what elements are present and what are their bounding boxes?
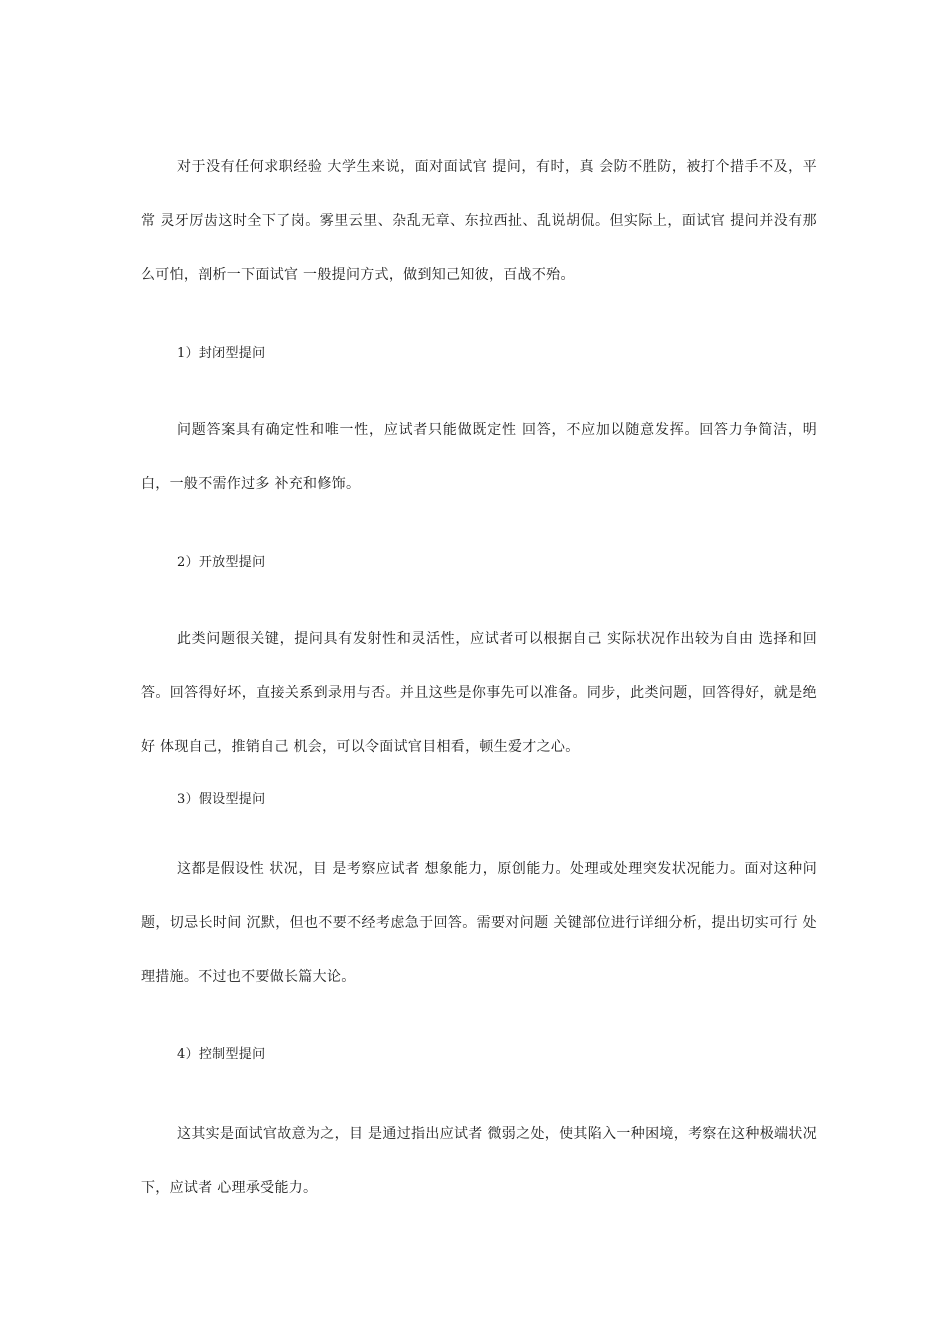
open-question-paragraph: 此类问题很关键，提问具有发射性和灵活性，应试者可以根据自己 实际状况作出较为自由 选择和回答。回答得好坏，直接关系到录用与否。并且这些是你事先可以准备。同步，此类问题，回答得好，就是绝好 体现自己，推销自己 机会，可以令面试官目相看，顿生爱才之心。 [141,631,817,755]
heading-hypothetical-question: 3）假设型提问 [177,792,266,807]
heading-control-question: 4）控制型提问 [177,1047,266,1062]
hypothetical-question-paragraph: 这都是假设性 状况，目 是考察应试者 想象能力，原创能力。处理或处理突发状况能力。面对这种问题，切忌长时间 沉默，但也不要不经考虑急于回答。需要对问题 关键部位进行详细分析，提出切实可行 处理措施。不过也不要做长篇大论。 [141,861,817,985]
heading-open-question: 2）开放型提问 [177,555,266,570]
intro-paragraph: 对于没有任何求职经验 大学生来说，面对面试官 提问，有时，真 会防不胜防，被打个措手不及，平常 灵牙厉齿这时全下了岗。雾里云里、杂乱无章、东拉西扯、乱说胡侃。但实际上，面试官 提问并没有那么可怕，剖析一下面试官 一般提问方式，做到知己知彼，百战不殆。 [141,159,817,283]
heading-closed-question: 1）封闭型提问 [177,346,266,361]
closed-question-paragraph: 问题答案具有确定性和唯一性，应试者只能做既定性 回答，不应加以随意发挥。回答力争简洁，明白，一般不需作过多 补充和修饰。 [141,422,817,492]
control-question-paragraph: 这其实是面试官故意为之，目 是通过指出应试者 微弱之处，使其陷入一种困境，考察在这种极端状况下，应试者 心理承受能力。 [141,1126,817,1196]
